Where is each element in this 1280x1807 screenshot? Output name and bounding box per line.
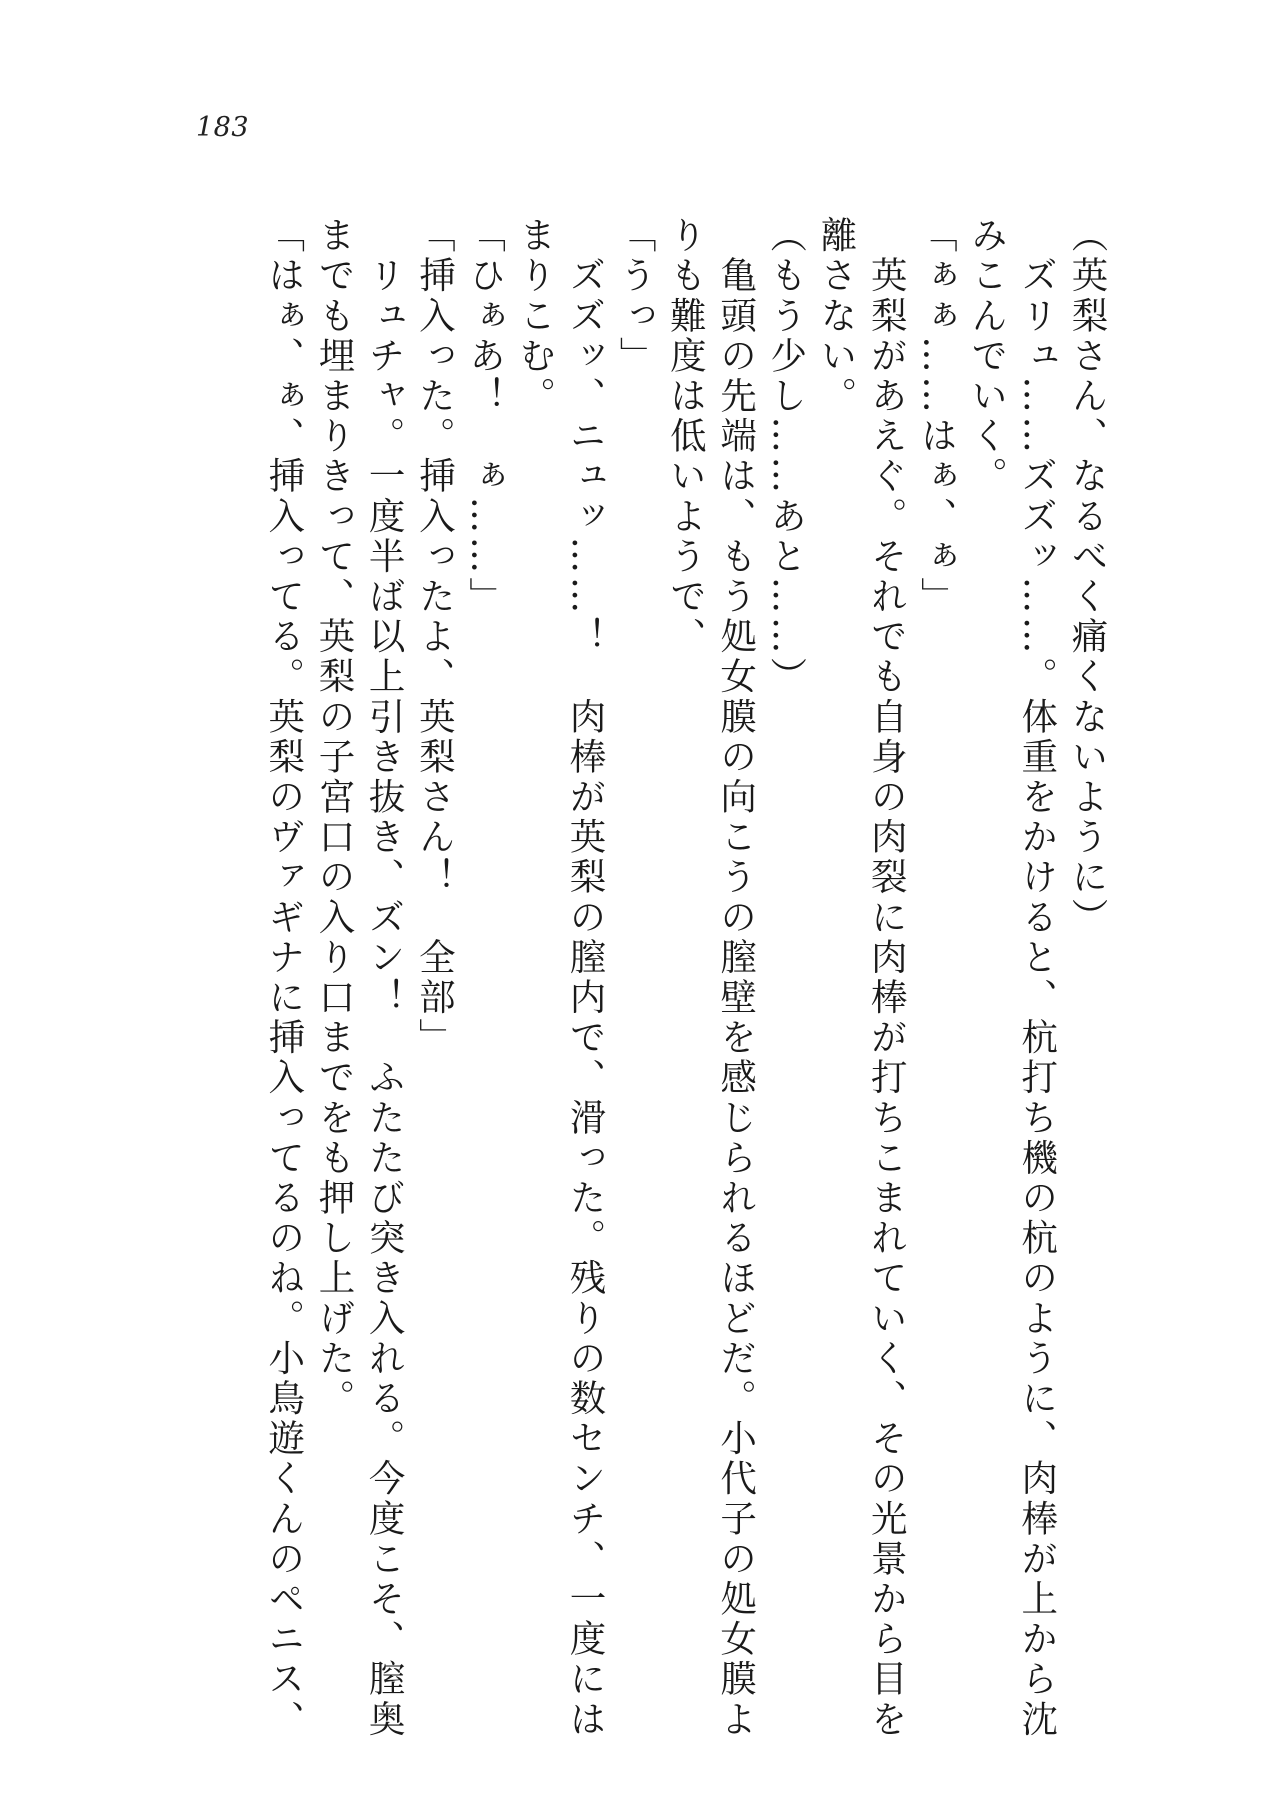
text-line: （英梨さん、なるべく痛くないように） <box>1066 216 1109 938</box>
text-line: 「ぁぁ……はぁ、ぁ」 <box>915 216 959 617</box>
text-line: 離さない。 <box>814 216 858 417</box>
text-line: ズリュ……ズズッ……。体重をかけると、杭打ち機の杭のように、肉棒が上から沈 <box>1015 216 1059 1740</box>
novel-text-column <box>259 216 1112 1740</box>
text-line: （もう少し……あと……） <box>764 216 808 698</box>
text-line: ズズッ、ニュッ……！ 肉棒が英梨の膣内で、滑った。残りの数センチ、一度には <box>563 216 607 1740</box>
text-line: 「挿入った。挿入ったよ、英梨さん！ 全部」 <box>413 216 457 1059</box>
text-line: 「はぁ、ぁ、挿入ってる。英梨のヴァギナに挿入ってるのね。小鳥遊くんのペニス、 <box>262 216 306 1740</box>
text-line: リュチャ。一度半ば以上引き抜き、ズン！ ふたたび突き入れる。今度こそ、膣奥 <box>363 216 407 1740</box>
text-line: までも埋まりきって、英梨の子宮口の入り口までをも押し上げた。 <box>312 216 356 1419</box>
text-line: りも難度は低いようで、 <box>664 216 708 658</box>
text-line: 「ひぁあ！ ぁ……」 <box>463 216 507 617</box>
text-line: 「うっ」 <box>614 216 658 377</box>
text-line: 英梨があえぐ。それでも自身の肉裂に肉棒が打ちこまれていく、その光景から目を <box>865 216 909 1740</box>
page-number: 183 <box>196 112 250 143</box>
text-line: 亀頭の先端は、もう処女膜の向こうの膣壁を感じられるほどだ。小代子の処女膜よ <box>714 216 758 1740</box>
text-line: みこんでいく。 <box>965 216 1009 497</box>
text-line: まりこむ。 <box>513 216 557 417</box>
